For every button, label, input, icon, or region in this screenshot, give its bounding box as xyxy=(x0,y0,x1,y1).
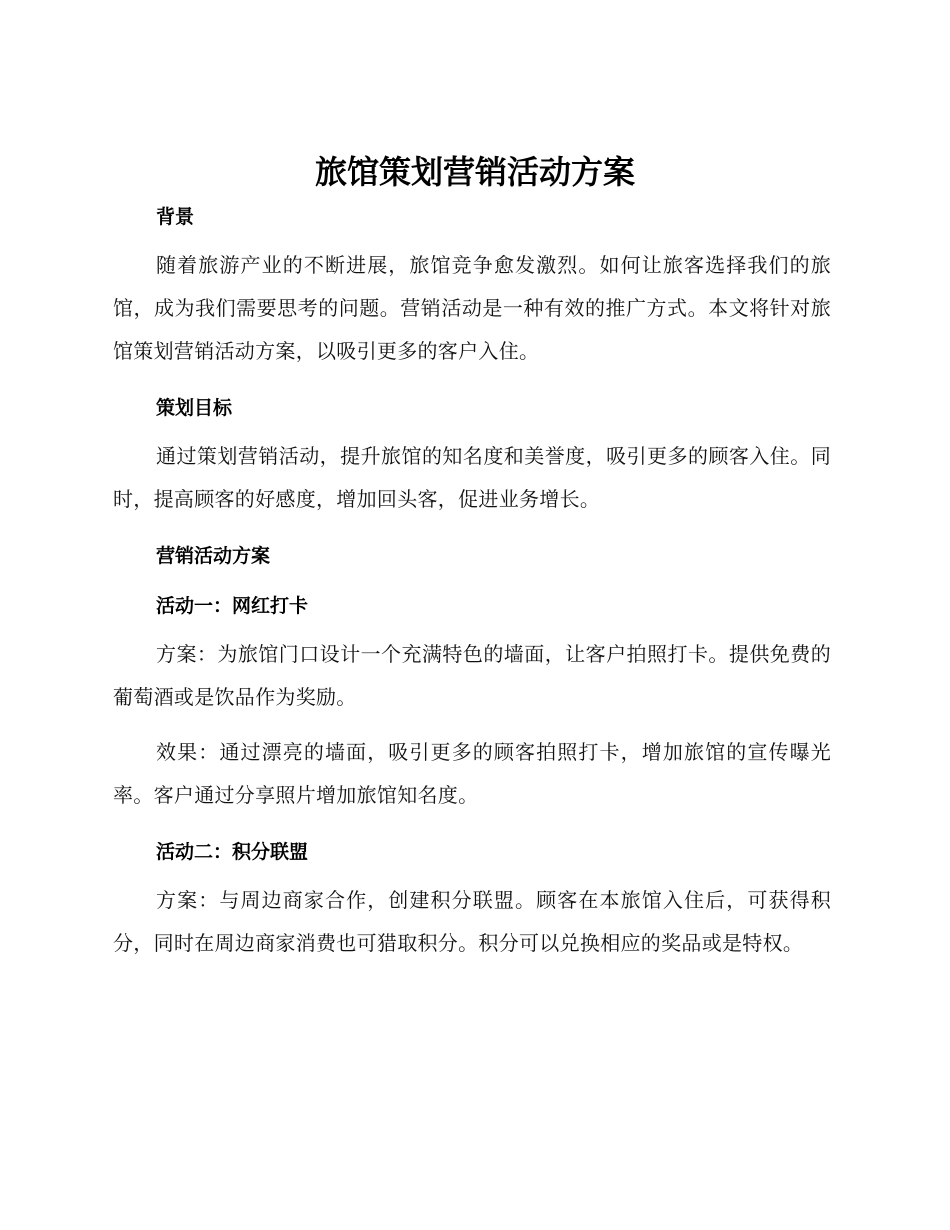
document-title: 旅馆策划营销活动方案 xyxy=(314,153,635,191)
section-heading-activity-1: 活动一：网红打卡 xyxy=(156,595,309,617)
paragraph-goal: 通过策划营销活动，提升旅馆的知名度和美誉度，吸引更多的顾客入住。同时，提高顾客的好感度，增加回头客，促进业务增长。 xyxy=(113,444,831,511)
document-body xyxy=(113,202,831,965)
section-heading-goal: 策划目标 xyxy=(156,397,233,419)
section-heading-background: 背景 xyxy=(156,206,195,228)
paragraph-background: 随着旅游产业的不断进展，旅馆竞争愈发激烈。如何让旅客选择我们的旅馆，成为我们需要思考的问题。营销活动是一种有效的推广方式。本文将针对旅馆策划营销活动方案，以吸引更多的客户入住。 xyxy=(113,253,831,363)
paragraph-activity-2-plan: 方案：与周边商家合作，创建积分联盟。顾客在本旅馆入住后，可获得积分，同时在周边商家消费也可猎取积分。积分可以兑换相应的奖品或是特权。 xyxy=(113,888,831,955)
section-heading-activity-2: 活动二：积分联盟 xyxy=(156,841,309,863)
paragraph-activity-1-effect: 效果：通过漂亮的墙面，吸引更多的顾客拍照打卡，增加旅馆的宣传曝光率。客户通过分享照片增加旅馆知名度。 xyxy=(113,740,831,807)
section-heading-plan: 营销活动方案 xyxy=(156,545,271,567)
paragraph-activity-1-plan: 方案：为旅馆门口设计一个充满特色的墙面，让客户拍照打卡。提供免费的葡萄酒或是饮品作为奖励。 xyxy=(113,642,831,709)
